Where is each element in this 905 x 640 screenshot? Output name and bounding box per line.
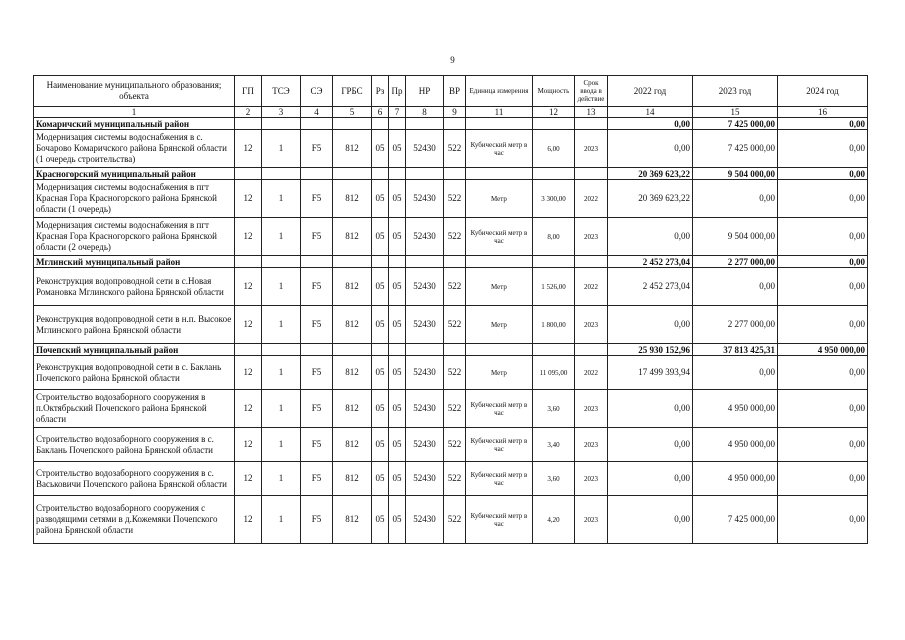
gp-cell: 12 [235, 268, 262, 306]
col-header-unit: Единица измерения [466, 76, 533, 107]
pr-cell: 05 [389, 268, 406, 306]
empty-cell [533, 168, 575, 180]
table-row [34, 462, 868, 496]
rz-cell: 05 [372, 218, 389, 256]
nr-cell: 52430 [406, 428, 444, 462]
table-row [34, 130, 868, 168]
empty-cell [301, 256, 333, 268]
vr-cell: 522 [444, 428, 466, 462]
grbs-cell: 812 [333, 306, 372, 344]
empty-cell [235, 344, 262, 356]
amount-2022-cell: 0,00 [608, 390, 693, 428]
district-total-2024: 0,00 [778, 168, 868, 180]
col-header-2024: 2024 год [778, 76, 868, 107]
header-row [34, 76, 868, 107]
empty-cell [406, 118, 444, 130]
term-cell: 2023 [575, 496, 608, 544]
tse-cell: 1 [262, 306, 301, 344]
amount-2023-cell: 7 425 000,00 [693, 496, 778, 544]
vr-cell: 522 [444, 268, 466, 306]
grbs-cell: 812 [333, 218, 372, 256]
col-header-name: Наименование муниципального образования; объекта [34, 76, 235, 107]
gp-cell: 12 [235, 130, 262, 168]
amount-2024-cell: 0,00 [778, 268, 868, 306]
empty-cell [333, 256, 372, 268]
district-total-2022: 25 930 152,96 [608, 344, 693, 356]
vr-cell: 522 [444, 462, 466, 496]
tse-cell: 1 [262, 390, 301, 428]
vr-cell: 522 [444, 218, 466, 256]
col-number: 1 [34, 107, 235, 118]
unit-cell: Метр [466, 268, 533, 306]
rz-cell: 05 [372, 306, 389, 344]
empty-cell [372, 256, 389, 268]
rz-cell: 05 [372, 130, 389, 168]
pr-cell: 05 [389, 130, 406, 168]
gp-cell: 12 [235, 180, 262, 218]
district-name: Комаричский муниципальный район [34, 118, 235, 130]
empty-cell [575, 344, 608, 356]
empty-cell [389, 256, 406, 268]
nr-cell: 52430 [406, 390, 444, 428]
col-number: 8 [406, 107, 444, 118]
pr-cell: 05 [389, 390, 406, 428]
empty-cell [533, 344, 575, 356]
empty-cell [333, 168, 372, 180]
col-header-tse: ТСЭ [262, 76, 301, 107]
col-number: 14 [608, 107, 693, 118]
col-number: 12 [533, 107, 575, 118]
row-name-cell: Модернизация системы водоснабжения в с. Бочарово Комаричского района Брянской области (1 очередь строительства) [34, 130, 235, 168]
amount-2022-cell: 0,00 [608, 130, 693, 168]
amount-2023-cell: 0,00 [693, 268, 778, 306]
table-row [34, 268, 868, 306]
col-header-nr: НР [406, 76, 444, 107]
rz-cell: 05 [372, 268, 389, 306]
power-cell: 1 800,00 [533, 306, 575, 344]
amount-2023-cell: 0,00 [693, 356, 778, 390]
unit-cell: Метр [466, 356, 533, 390]
amount-2022-cell: 17 499 393,94 [608, 356, 693, 390]
gp-cell: 12 [235, 496, 262, 544]
table-row [34, 428, 868, 462]
rz-cell: 05 [372, 496, 389, 544]
col-header-rz: Рз [372, 76, 389, 107]
empty-cell [575, 256, 608, 268]
gp-cell: 12 [235, 462, 262, 496]
row-name-cell: Модернизация системы водоснабжения в пгт Красная Гора Красногорского района Брянской области (1 очередь) [34, 180, 235, 218]
column-number-row [34, 107, 868, 118]
empty-cell [389, 344, 406, 356]
district-total-2022: 20 369 623,22 [608, 168, 693, 180]
gp-cell: 12 [235, 356, 262, 390]
district-total-2023: 9 504 000,00 [693, 168, 778, 180]
row-name-cell: Модернизация системы водоснабжения в пгт Красная Гора Красногорского района Брянской области (2 очередь) [34, 218, 235, 256]
power-cell: 1 526,00 [533, 268, 575, 306]
power-cell: 11 095,00 [533, 356, 575, 390]
grbs-cell: 812 [333, 496, 372, 544]
pr-cell: 05 [389, 306, 406, 344]
unit-cell: Кубический метр в час [466, 462, 533, 496]
rz-cell: 05 [372, 180, 389, 218]
empty-cell [466, 344, 533, 356]
pr-cell: 05 [389, 356, 406, 390]
unit-cell: Метр [466, 180, 533, 218]
unit-cell: Кубический метр в час [466, 496, 533, 544]
tse-cell: 1 [262, 268, 301, 306]
power-cell: 6,00 [533, 130, 575, 168]
col-header-vr: ВР [444, 76, 466, 107]
rz-cell: 05 [372, 428, 389, 462]
empty-cell [444, 168, 466, 180]
district-subtotal-row [34, 118, 868, 130]
amount-2023-cell: 0,00 [693, 180, 778, 218]
empty-cell [301, 168, 333, 180]
term-cell: 2023 [575, 462, 608, 496]
grbs-cell: 812 [333, 390, 372, 428]
amount-2022-cell: 0,00 [608, 428, 693, 462]
nr-cell: 52430 [406, 496, 444, 544]
empty-cell [466, 168, 533, 180]
term-cell: 2022 [575, 180, 608, 218]
gp-cell: 12 [235, 428, 262, 462]
amount-2022-cell: 2 452 273,04 [608, 268, 693, 306]
district-total-2022: 2 452 273,04 [608, 256, 693, 268]
col-header-gp: ГП [235, 76, 262, 107]
amount-2023-cell: 2 277 000,00 [693, 306, 778, 344]
gp-cell: 12 [235, 218, 262, 256]
amount-2024-cell: 0,00 [778, 180, 868, 218]
empty-cell [389, 168, 406, 180]
vr-cell: 522 [444, 356, 466, 390]
col-header-2023: 2023 год [693, 76, 778, 107]
empty-cell [533, 118, 575, 130]
row-name-cell: Строительство водозаборного сооружения с разводящими сетями в д.Кожемяки Почепского района Брянской области [34, 496, 235, 544]
rz-cell: 05 [372, 462, 389, 496]
amount-2022-cell: 0,00 [608, 306, 693, 344]
empty-cell [333, 118, 372, 130]
empty-cell [262, 344, 301, 356]
district-subtotal-row [34, 256, 868, 268]
amount-2022-cell: 20 369 623,22 [608, 180, 693, 218]
tse-cell: 1 [262, 356, 301, 390]
se-cell: F5 [301, 130, 333, 168]
vr-cell: 522 [444, 496, 466, 544]
power-cell: 4,20 [533, 496, 575, 544]
empty-cell [466, 118, 533, 130]
term-cell: 2023 [575, 390, 608, 428]
amount-2023-cell: 7 425 000,00 [693, 130, 778, 168]
nr-cell: 52430 [406, 180, 444, 218]
empty-cell [444, 256, 466, 268]
power-cell: 8,00 [533, 218, 575, 256]
district-name: Почепский муниципальный район [34, 344, 235, 356]
rz-cell: 05 [372, 390, 389, 428]
col-number: 16 [778, 107, 868, 118]
col-number: 9 [444, 107, 466, 118]
unit-cell: Кубический метр в час [466, 130, 533, 168]
se-cell: F5 [301, 462, 333, 496]
pr-cell: 05 [389, 218, 406, 256]
col-number: 11 [466, 107, 533, 118]
empty-cell [262, 118, 301, 130]
nr-cell: 52430 [406, 306, 444, 344]
term-cell: 2023 [575, 130, 608, 168]
row-name-cell: Реконструкция водопроводной сети в с.Новая Романовка Мглинского района Брянской области [34, 268, 235, 306]
empty-cell [262, 168, 301, 180]
empty-cell [372, 344, 389, 356]
empty-cell [466, 256, 533, 268]
gp-cell: 12 [235, 390, 262, 428]
table-row [34, 356, 868, 390]
amount-2024-cell: 0,00 [778, 428, 868, 462]
empty-cell [372, 168, 389, 180]
empty-cell [235, 256, 262, 268]
se-cell: F5 [301, 306, 333, 344]
col-number: 2 [235, 107, 262, 118]
grbs-cell: 812 [333, 428, 372, 462]
empty-cell [533, 256, 575, 268]
amount-2023-cell: 4 950 000,00 [693, 390, 778, 428]
empty-cell [301, 344, 333, 356]
se-cell: F5 [301, 390, 333, 428]
grbs-cell: 812 [333, 130, 372, 168]
amount-2023-cell: 4 950 000,00 [693, 462, 778, 496]
tse-cell: 1 [262, 462, 301, 496]
vr-cell: 522 [444, 180, 466, 218]
gp-cell: 12 [235, 306, 262, 344]
grbs-cell: 812 [333, 268, 372, 306]
empty-cell [406, 256, 444, 268]
power-cell: 3,60 [533, 390, 575, 428]
table-row [34, 496, 868, 544]
table-row [34, 390, 868, 428]
se-cell: F5 [301, 496, 333, 544]
vr-cell: 522 [444, 130, 466, 168]
district-total-2024: 0,00 [778, 118, 868, 130]
empty-cell [444, 344, 466, 356]
amount-2022-cell: 0,00 [608, 496, 693, 544]
row-name-cell: Строительство водозаборного сооружения в п.Октябрьский Почепского района Брянской области [34, 390, 235, 428]
grbs-cell: 812 [333, 180, 372, 218]
empty-cell [406, 344, 444, 356]
district-name: Красногорский муниципальный район [34, 168, 235, 180]
term-cell: 2022 [575, 356, 608, 390]
empty-cell [406, 168, 444, 180]
col-number: 6 [372, 107, 389, 118]
table-body [34, 118, 868, 544]
district-subtotal-row [34, 344, 868, 356]
term-cell: 2023 [575, 306, 608, 344]
table-row [34, 306, 868, 344]
unit-cell: Метр [466, 306, 533, 344]
col-number: 3 [262, 107, 301, 118]
empty-cell [235, 118, 262, 130]
district-total-2024: 4 950 000,00 [778, 344, 868, 356]
pr-cell: 05 [389, 180, 406, 218]
amount-2023-cell: 4 950 000,00 [693, 428, 778, 462]
col-header-se: СЭ [301, 76, 333, 107]
amount-2022-cell: 0,00 [608, 462, 693, 496]
nr-cell: 52430 [406, 218, 444, 256]
district-total-2022: 0,00 [608, 118, 693, 130]
col-number: 13 [575, 107, 608, 118]
table-row [34, 180, 868, 218]
se-cell: F5 [301, 428, 333, 462]
nr-cell: 52430 [406, 356, 444, 390]
row-name-cell: Реконструкция водопроводной сети в с. Баклань Почепского района Брянской области [34, 356, 235, 390]
budget-table [33, 75, 868, 544]
col-header-pr: Пр [389, 76, 406, 107]
power-cell: 3,60 [533, 462, 575, 496]
se-cell: F5 [301, 180, 333, 218]
se-cell: F5 [301, 218, 333, 256]
grbs-cell: 812 [333, 356, 372, 390]
col-number: 5 [333, 107, 372, 118]
vr-cell: 522 [444, 390, 466, 428]
empty-cell [389, 118, 406, 130]
se-cell: F5 [301, 268, 333, 306]
amount-2024-cell: 0,00 [778, 390, 868, 428]
tse-cell: 1 [262, 428, 301, 462]
row-name-cell: Строительство водозаборного сооружения в с. Васьковичи Почепского района Брянской области [34, 462, 235, 496]
empty-cell [301, 118, 333, 130]
district-total-2023: 2 277 000,00 [693, 256, 778, 268]
se-cell: F5 [301, 356, 333, 390]
pr-cell: 05 [389, 496, 406, 544]
power-cell: 3,40 [533, 428, 575, 462]
pr-cell: 05 [389, 428, 406, 462]
empty-cell [575, 168, 608, 180]
col-number: 15 [693, 107, 778, 118]
term-cell: 2023 [575, 428, 608, 462]
amount-2022-cell: 0,00 [608, 218, 693, 256]
tse-cell: 1 [262, 496, 301, 544]
tse-cell: 1 [262, 218, 301, 256]
nr-cell: 52430 [406, 130, 444, 168]
power-cell: 3 300,00 [533, 180, 575, 218]
amount-2024-cell: 0,00 [778, 496, 868, 544]
col-number: 7 [389, 107, 406, 118]
amount-2024-cell: 0,00 [778, 356, 868, 390]
empty-cell [372, 118, 389, 130]
amount-2024-cell: 0,00 [778, 462, 868, 496]
col-header-2022: 2022 год [608, 76, 693, 107]
col-number: 4 [301, 107, 333, 118]
amount-2023-cell: 9 504 000,00 [693, 218, 778, 256]
nr-cell: 52430 [406, 268, 444, 306]
page-number: 9 [450, 55, 455, 65]
district-total-2023: 37 813 425,31 [693, 344, 778, 356]
col-header-power: Мощность [533, 76, 575, 107]
term-cell: 2023 [575, 218, 608, 256]
nr-cell: 52430 [406, 462, 444, 496]
table-row [34, 218, 868, 256]
district-total-2024: 0,00 [778, 256, 868, 268]
unit-cell: Кубический метр в час [466, 218, 533, 256]
district-subtotal-row [34, 168, 868, 180]
empty-cell [575, 118, 608, 130]
amount-2024-cell: 0,00 [778, 306, 868, 344]
district-name: Мглинский муниципальный район [34, 256, 235, 268]
district-total-2023: 7 425 000,00 [693, 118, 778, 130]
empty-cell [262, 256, 301, 268]
term-cell: 2022 [575, 268, 608, 306]
grbs-cell: 812 [333, 462, 372, 496]
col-header-grbs: ГРБС [333, 76, 372, 107]
vr-cell: 522 [444, 306, 466, 344]
empty-cell [333, 344, 372, 356]
empty-cell [235, 168, 262, 180]
amount-2024-cell: 0,00 [778, 130, 868, 168]
row-name-cell: Реконструкция водопроводной сети в н.п. Высокое Мглинского района Брянской области [34, 306, 235, 344]
tse-cell: 1 [262, 180, 301, 218]
pr-cell: 05 [389, 462, 406, 496]
empty-cell [444, 118, 466, 130]
col-header-term: Срок ввода в действие [575, 76, 608, 107]
amount-2024-cell: 0,00 [778, 218, 868, 256]
rz-cell: 05 [372, 356, 389, 390]
unit-cell: Кубический метр в час [466, 428, 533, 462]
unit-cell: Кубический метр в час [466, 390, 533, 428]
tse-cell: 1 [262, 130, 301, 168]
row-name-cell: Строительство водозаборного сооружения в с. Баклань Почепского района Брянской области [34, 428, 235, 462]
